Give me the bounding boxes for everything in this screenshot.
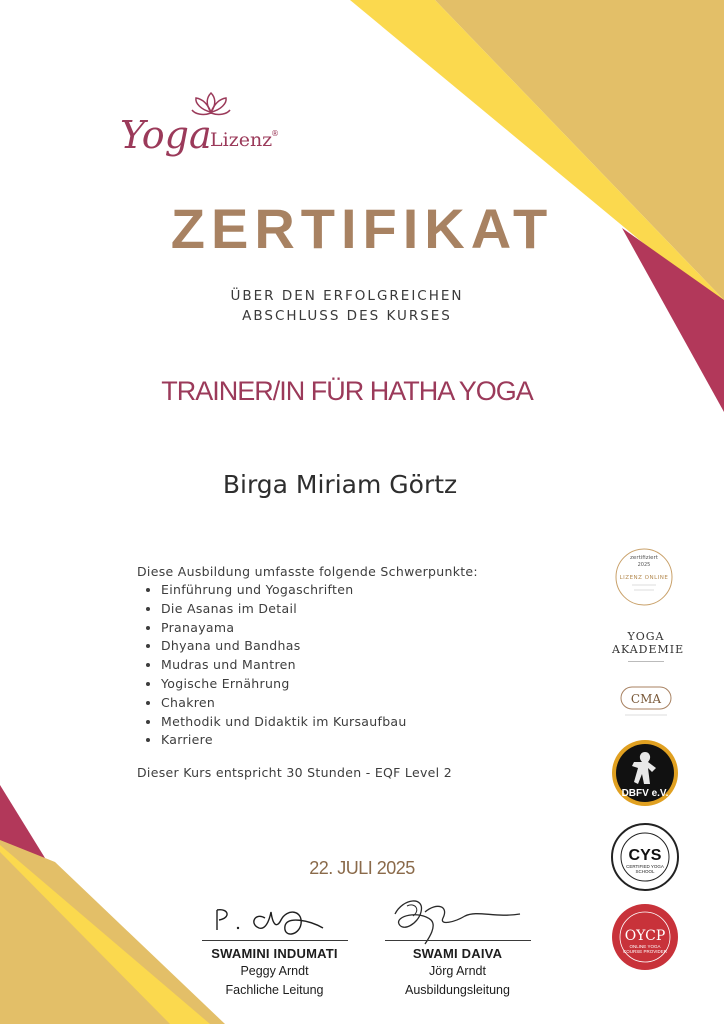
svg-text:zertifiziert: zertifiziert [630, 555, 658, 561]
course-title: TRAINER/IN FÜR HATHA YOGA [161, 376, 533, 406]
dbfv-badge [610, 738, 680, 808]
certificate-title: ZERTIFIKAT [170, 197, 554, 260]
signer-role: Fachliche Leitung [225, 983, 324, 997]
svg-text:CMA: CMA [630, 692, 662, 706]
subtitle-line-2: ABSCHLUSS DES KURSES [242, 308, 452, 324]
svg-text:CERTIFIED YOGA: CERTIFIED YOGA [626, 864, 664, 869]
cma-badge [615, 683, 677, 719]
topic-item: • Pranayama [161, 619, 587, 638]
certificate-subtitle [0, 286, 694, 326]
topic-item: • Einführung und Yogaschriften [161, 581, 587, 600]
certificate-date: 22. JULI 2025 [309, 858, 415, 878]
logo-word-yoga: Yoga [120, 113, 212, 157]
svg-text:ONLINE YOGA: ONLINE YOGA [629, 944, 661, 949]
logo-registered-mark: ® [271, 129, 279, 138]
svg-text:2025: 2025 [637, 562, 651, 568]
akademie-line-1: YOGA [627, 630, 665, 643]
yoga-lizenz-logo [115, 88, 290, 168]
eqf-statement: Dieser Kurs entspricht 30 Stunden - EQF Level 2 [137, 765, 452, 781]
signer-title: SWAMI DAIVA [412, 946, 503, 961]
svg-text:LIZENZ ONLINE: LIZENZ ONLINE [619, 575, 669, 581]
svg-text:COURSE PROVIDER: COURSE PROVIDER [622, 949, 668, 954]
signature-block-2 [370, 940, 545, 1000]
topic-list [137, 581, 587, 750]
signer-name: Peggy Arndt [240, 964, 309, 978]
course-content [137, 563, 587, 780]
logo-word-lizenz: Lizenz [210, 129, 273, 151]
svg-text:OYCP: OYCP [624, 928, 666, 944]
signature-block-1 [187, 940, 362, 1000]
signature-peggy-arndt [205, 898, 345, 943]
topic-item: • Dhyana und Bandhas [161, 637, 587, 656]
topic-item: • Karriere [161, 731, 587, 750]
topic-item: • Chakren [161, 694, 587, 713]
svg-text:CYS: CYS [628, 847, 662, 864]
svg-text:SCHOOL: SCHOOL [635, 869, 655, 874]
topic-item: • Mudras und Mantren [161, 656, 587, 675]
signature-line [385, 940, 531, 941]
cys-badge [610, 822, 680, 892]
content-intro: Diese Ausbildung umfasste folgende Schwerpunkte: [137, 564, 478, 579]
signer-title: SWAMINI INDUMATI [211, 946, 338, 961]
topic-item: • Methodik und Didaktik im Kursaufbau [161, 713, 587, 732]
svg-text:DBFV e.V.: DBFV e.V. [621, 788, 669, 799]
recipient-name: Birga Miriam Görtz [222, 470, 458, 499]
akademie-line-2: AKADEMIE [612, 643, 685, 656]
signer-role: Ausbildungsleitung [405, 983, 510, 997]
yoga-akademie-badge [612, 628, 685, 670]
oycp-badge [610, 902, 680, 972]
topic-item: • Yogische Ernährung [161, 675, 587, 694]
lizenz-online-badge [612, 545, 676, 609]
topic-item: • Die Asanas im Detail [161, 600, 587, 619]
subtitle-line-1: ÜBER DEN ERFOLGREICHEN [230, 288, 464, 304]
signature-line [202, 940, 348, 941]
lotus-icon [192, 93, 230, 114]
signer-name: Jörg Arndt [429, 964, 486, 978]
